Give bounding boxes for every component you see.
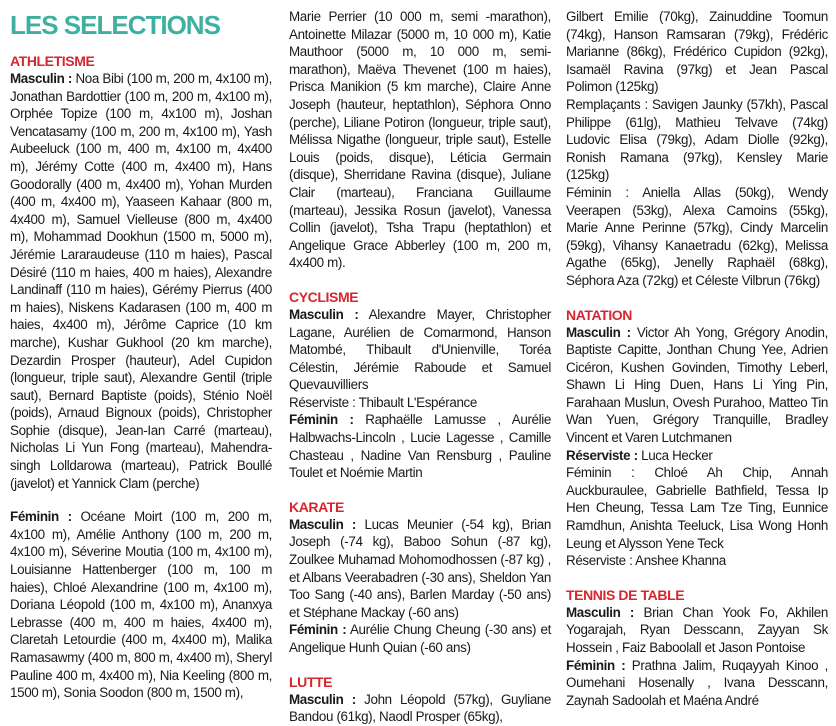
page-title: LES SELECTIONS: [10, 10, 220, 40]
tennis-masculin-label: Masculin :: [566, 604, 635, 620]
karate-feminin-text: Aurélie Chung Cheung (-30 ans) et Angelique Hunh Quian (-60 ans): [289, 622, 551, 655]
cyclisme-masculin: [289, 306, 551, 394]
cyclisme-masculin-text: Alexandre Mayer, Christopher Lagane, Aurélien de Comarmond, Hanson Matombé, Thibault d'Unienville, Toréa Célestin, Jérémie Raboude et Samuel Quevauvilliers: [289, 306, 551, 393]
karate-masculin-text: Lucas Meunier (-54 kg), Brian Joseph (-74 kg), Baboo Sohun (-87 kg), Zoulkee Muhamad Mohomodhossen (-87 kg) , et Albans Veerabadren (-30 ans), Sheldon Yan Too Sang (-40 ans), Barlen Marday (-50 ans) et Stéphane Mackay (-60 ans): [289, 516, 551, 620]
karate-feminin-label: Féminin :: [289, 622, 347, 638]
lutte-remplacants: Remplaçants : Savigen Jaunky (57kh), Pascal Philippe (61lg), Mathieu Telvave (74kg) Ludovic Elisa (79kg), Adam Diolle (92kg), Ronish Ramana (97kg), Kensley Marie (125kg): [566, 96, 828, 183]
natation-reserviste-2: Réserviste : Anshee Khanna: [566, 553, 726, 569]
cyclisme-masculin-label: Masculin :: [289, 306, 359, 322]
cyclisme-feminin: [289, 411, 551, 481]
tennis-feminin: [566, 657, 828, 710]
athletisme-masculin-text: Noa Bibi (100 m, 200 m, 4x100 m), Jonathan Bardottier (100 m, 200 m, 4x100 m), Orphée Topize (100 m, 4x100 m), Joshan Vencatasamy (100 m, 200 m, 4x100 m), Yash Aubeeluck (100 m, 400 m, 4x100 m, 4x400 m), Jérémy Cotte (400 m, 4x400 m), Hans Goodorally (400 m, 4x400 m), Yohan Murden (400 m, 4x400 m), Yaaseen Kahaar (800 m, 4x400 m), Samuel Vielleuse (800 m, 4x400 m), Mohammad Dookhun (1500 m, 5000 m), Jérémie Lararaudeuse (110 m haies), Pascal Désiré (110 m haies, 400 m haies), Alexandre Landinaff (110 m haies), Gérémy Pierrus (400 m haies), Niskens Kadarasen (100 m, 400 m haies, 4x400 m), Jérôme Caprice (10 km marche), Kushar Gukhool (20 km marche), Dezardin Prosper (hauteur), Adel Cupidon (longueur, triple saut), Alexandre Gentil (triple saut), Bernard Baptiste (poids), Sténio Noël (poids), Arnaud Bignoux (poids), Christopher Sophie (disque), Jean-Ian Carré (marteau), Nicholas Li Yun Fong (marteau), Mahendra-singh Lolldarowa (marteau), Patrick Boullé (javelot) et Yannick Clam (perche): [10, 71, 272, 491]
section-heading-tennis-de-table: TENNIS DE TABLE: [566, 586, 685, 603]
karate-masculin-label: Masculin :: [289, 516, 357, 532]
athletisme-feminin: [10, 508, 272, 702]
athletisme-feminin-text: Océane Moirt (100 m, 200 m, 4x100 m), Amélie Anthony (100 m, 200 m, 4x100 m), Séverine Moutia (100 m, 4x100 m), Louisianne Hattenberger (100 m, 100 m haies), Chloé Alexandrine (100 m, 4x100 m), Doriana Léopold (100 m, 4x100 m), Ananxya Lebrasse (400 m, 400 m haies, 4x400 m), Claretah Letourdie (400 m, 4x400 m), Malika Ramasawmy (400 m, 800 m, 4x400 m), Sheryl Pauline 400 m, 4x400 m), Nia Keeling (800 m, 1500 m), Sonia Soodon (800 m, 1500 m),: [10, 509, 272, 701]
lutte-masculin-continued: Gilbert Emilie (70kg), Zainuddine Toomun (74kg), Hanson Ramsaran (79kg), Frédéric Marianne (86kg), Frédérico Cupidon (92kg), Isamaël Ravina (97kg) et Jean Pascal Polimon (125kg): [566, 9, 828, 95]
athletisme-masculin-label: Masculin :: [10, 71, 73, 86]
athletisme-feminin-label: Féminin :: [10, 509, 72, 525]
tennis-feminin-text: Prathna Jalim, Ruqayyah Kinoo , Oumehani Hosenally , Ivana Desscann, Zaynah Sadoolah et Maéna André: [566, 657, 828, 708]
athletisme-feminin-continued: Marie Perrier (10 000 m, semi -marathon), Antoinette Milazar (5000 m, 10 000 m), Katie Mauthoor (5000 m, 10 000 m, semi-marathon), Maëva Thevenet (100 m haies), Prisca Manikion (5 km marche), Claire Anne Joseph (hauteur, heptathlon), Séphora Onno (perche), Liliane Potiron (longueur, triple saut), Mélissa Nigathe (longueur, triple saut), Estelle Louis (poids, disque), Léticia Germain (disque), Sherridane Ravina (disque), Juliane Clair (marteau), Franciana Guillaume (marteau), Jessika Rosun (javelot), Vanessa Collin (javelot), Tsha Trapu (heptathlon) et Angelique Grace Abberley (100 m, 200 m, 4x400 m).: [289, 9, 551, 271]
tennis-masculin: [566, 604, 828, 657]
natation-reserviste-label: Réserviste :: [566, 447, 638, 463]
cyclisme-reserviste: Réserviste : Thibault L'Espérance: [289, 394, 478, 410]
lutte-masculin-text: John Léopold (57kg), Guyliane Bandou (61kg), Naodl Prosper (65kg),: [289, 691, 552, 725]
natation-masculin: [566, 324, 828, 447]
tennis-feminin-label: Féminin :: [566, 657, 626, 673]
lutte-masculin: [289, 691, 551, 726]
athletisme-masculin: [10, 70, 272, 492]
natation-masculin-label: Masculin :: [566, 324, 631, 340]
column-1: [10, 52, 272, 702]
cyclisme-feminin-text: Raphaëlle Lamusse , Aurélie Halbwachs-Lincoln , Lucie Lagesse , Camille Chasteau , Nadine Van Rensburg , Pauline Toulet et Noémie Martin: [289, 412, 552, 481]
natation-feminin: Féminin : Chloé Ah Chip, Annah Auckburaulee, Gabrielle Bathfield, Tessa Ip Hen Cheung, Tessa Lam Tze Ting, Eunnice Ramdhun, Anishta Teeluck, Lisa Wong Honh Leung et Alysson Yene Teck: [566, 465, 828, 551]
section-heading-natation: NATATION: [566, 306, 633, 323]
column-3: [566, 8, 828, 709]
lutte-feminin: Féminin : Aniella Allas (50kg), Wendy Veerapen (53kg), Alexa Camoins (55kg), Marie Anne Perinne (57kg), Cindy Marcelin (59kg), Vihansy Kanaetradu (62kg), Melissa Agathe (65kg), Jenelly Raphaël (68kg), Séphora Aza (72kg) et Céleste Vilbrun (76kg): [566, 184, 828, 288]
karate-feminin: [289, 621, 551, 656]
cyclisme-feminin-label: Féminin :: [289, 412, 354, 428]
section-heading-karate: KARATE: [289, 498, 344, 515]
natation-reserviste: [566, 447, 828, 465]
karate-masculin: [289, 516, 551, 622]
lutte-masculin-label: Masculin :: [289, 691, 356, 707]
section-heading-athletisme: ATHLETISME: [10, 53, 95, 69]
column-2: [289, 8, 551, 726]
tennis-masculin-text: Brian Chan Yook Fo, Akhilen Yogarajah, Ryan Desscann, Zayyan Sk Hossein , Faiz Baboolall et Jason Pontoise: [566, 604, 829, 655]
section-heading-cyclisme: CYCLISME: [289, 288, 359, 305]
natation-reserviste-text: Luca Hecker: [641, 447, 713, 463]
section-heading-lutte: LUTTE: [289, 673, 333, 690]
natation-masculin-text: Victor Ah Yong, Grégory Anodin, Baptiste Capitte, Jonthan Chung Yee, Adrien Cicéron, Kushen Govinden, Timothy Leberl, Shawn Li Hing Duen, Hans Li Ying Pin, Farahaan Muslun, Ovesh Purahoo, Matteo Tin Wan Yuen, Grégory Tranquille, Bradley Vincent et Varen Lutchmanen: [566, 324, 828, 446]
